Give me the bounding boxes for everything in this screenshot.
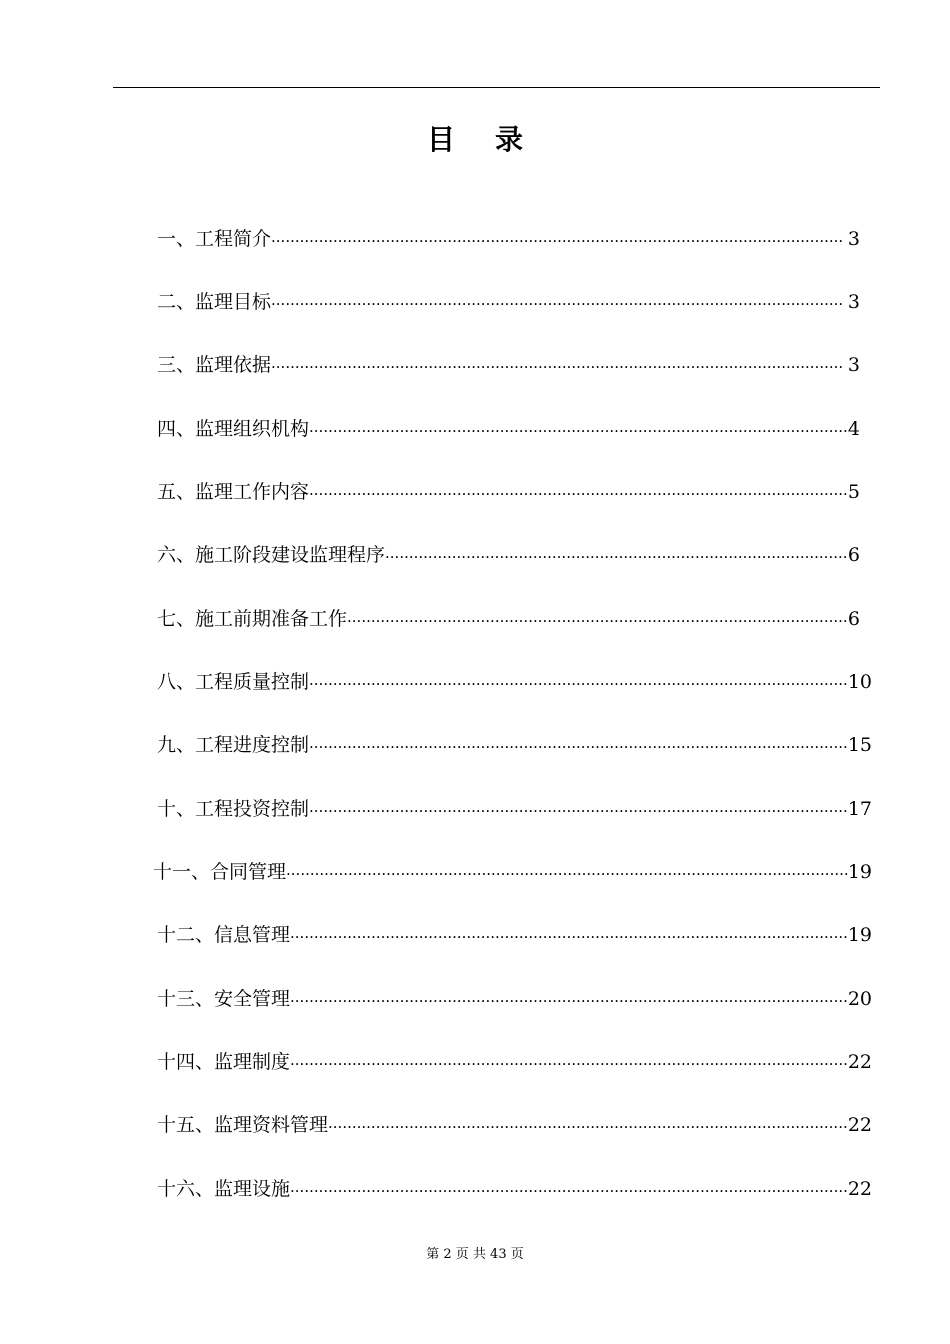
- toc-entry[interactable]: [157, 287, 860, 317]
- toc-entry-page: 4: [847, 418, 860, 440]
- toc-entry[interactable]: [153, 857, 872, 887]
- toc-entry[interactable]: [157, 414, 860, 444]
- toc-entry-page: 17: [847, 798, 872, 820]
- toc-entry[interactable]: [157, 730, 872, 760]
- toc-leader-dots: [290, 924, 848, 950]
- toc-leader-dots: [328, 1114, 848, 1140]
- toc-entry-page: 3: [847, 354, 860, 376]
- toc-leader-dots: [286, 861, 848, 887]
- toc-entry[interactable]: [157, 224, 860, 254]
- toc-entry[interactable]: [157, 604, 860, 634]
- toc-entry-page: 5: [847, 481, 860, 503]
- toc-entry-page: 10: [847, 671, 872, 693]
- toc-entry-label: 八、工程质量控制: [157, 671, 310, 693]
- toc-entry[interactable]: [157, 984, 872, 1014]
- toc-entry[interactable]: [157, 1110, 872, 1140]
- toc-entry-label: 二、监理目标: [157, 291, 272, 313]
- toc-entry-label: 一、工程简介: [157, 228, 272, 250]
- toc-entry-label: 六、施工阶段建设监理程序: [157, 544, 386, 566]
- toc-entry-label: 十二、信息管理: [157, 924, 291, 946]
- toc-entry-label: 四、监理组织机构: [157, 418, 310, 440]
- toc-entry-page: 3: [847, 228, 860, 250]
- toc-leader-dots: [309, 418, 848, 444]
- toc-leader-dots: [309, 671, 848, 697]
- toc-entry-page: 22: [847, 1051, 872, 1073]
- toc-entry[interactable]: [157, 477, 860, 507]
- toc-entry-label: 十五、监理资料管理: [157, 1114, 329, 1136]
- toc-leader-dots: [290, 1051, 848, 1077]
- title-char-1: 目: [426, 123, 455, 156]
- page-footer: 第 2 页 共 43 页: [426, 1247, 524, 1262]
- toc-entry-page: 3: [847, 291, 860, 313]
- toc-entry[interactable]: [157, 794, 872, 824]
- toc-entry-page: 6: [847, 608, 860, 630]
- toc-entry-page: 6: [847, 544, 860, 566]
- toc-leader-dots: [290, 1178, 848, 1204]
- toc-leader-dots: [309, 798, 848, 824]
- toc-leader-dots: [309, 734, 848, 760]
- toc-leader-dots: [290, 988, 848, 1014]
- toc-entry-label: 三、监理依据: [157, 354, 272, 376]
- toc-entry[interactable]: [157, 920, 872, 950]
- toc-leader-dots: [309, 481, 848, 507]
- toc-entry-page: 22: [847, 1114, 872, 1136]
- toc-entry[interactable]: [157, 667, 872, 697]
- toc-entry-label: 十、工程投资控制: [157, 798, 310, 820]
- toc-leader-dots: [385, 544, 848, 570]
- toc-leader-dots: [347, 608, 848, 634]
- toc-entry[interactable]: [157, 1047, 872, 1077]
- toc-leader-dots: [271, 354, 848, 380]
- title-char-2: 录: [495, 123, 524, 156]
- toc-entry-label: 十四、监理制度: [157, 1051, 291, 1073]
- toc-entry-page: 22: [847, 1178, 872, 1200]
- toc-entry-label: 十六、监理设施: [157, 1178, 291, 1200]
- toc-entry-label: 十一、合同管理: [153, 861, 287, 883]
- toc-entry-label: 九、工程进度控制: [157, 734, 310, 756]
- toc-entry-label: 五、监理工作内容: [157, 481, 310, 503]
- toc-entry-label: 七、施工前期准备工作: [157, 608, 348, 630]
- toc-entry-page: 19: [847, 924, 872, 946]
- toc-entry[interactable]: [157, 350, 860, 380]
- toc-entry[interactable]: [157, 1174, 872, 1204]
- toc-entry-label: 十三、安全管理: [157, 988, 291, 1010]
- toc-entry-page: 19: [847, 861, 872, 883]
- toc-entry-page: 15: [847, 734, 872, 756]
- toc-entry-page: 20: [847, 988, 872, 1010]
- toc-leader-dots: [271, 291, 848, 317]
- toc-leader-dots: [271, 228, 848, 254]
- toc-entry[interactable]: [157, 540, 860, 570]
